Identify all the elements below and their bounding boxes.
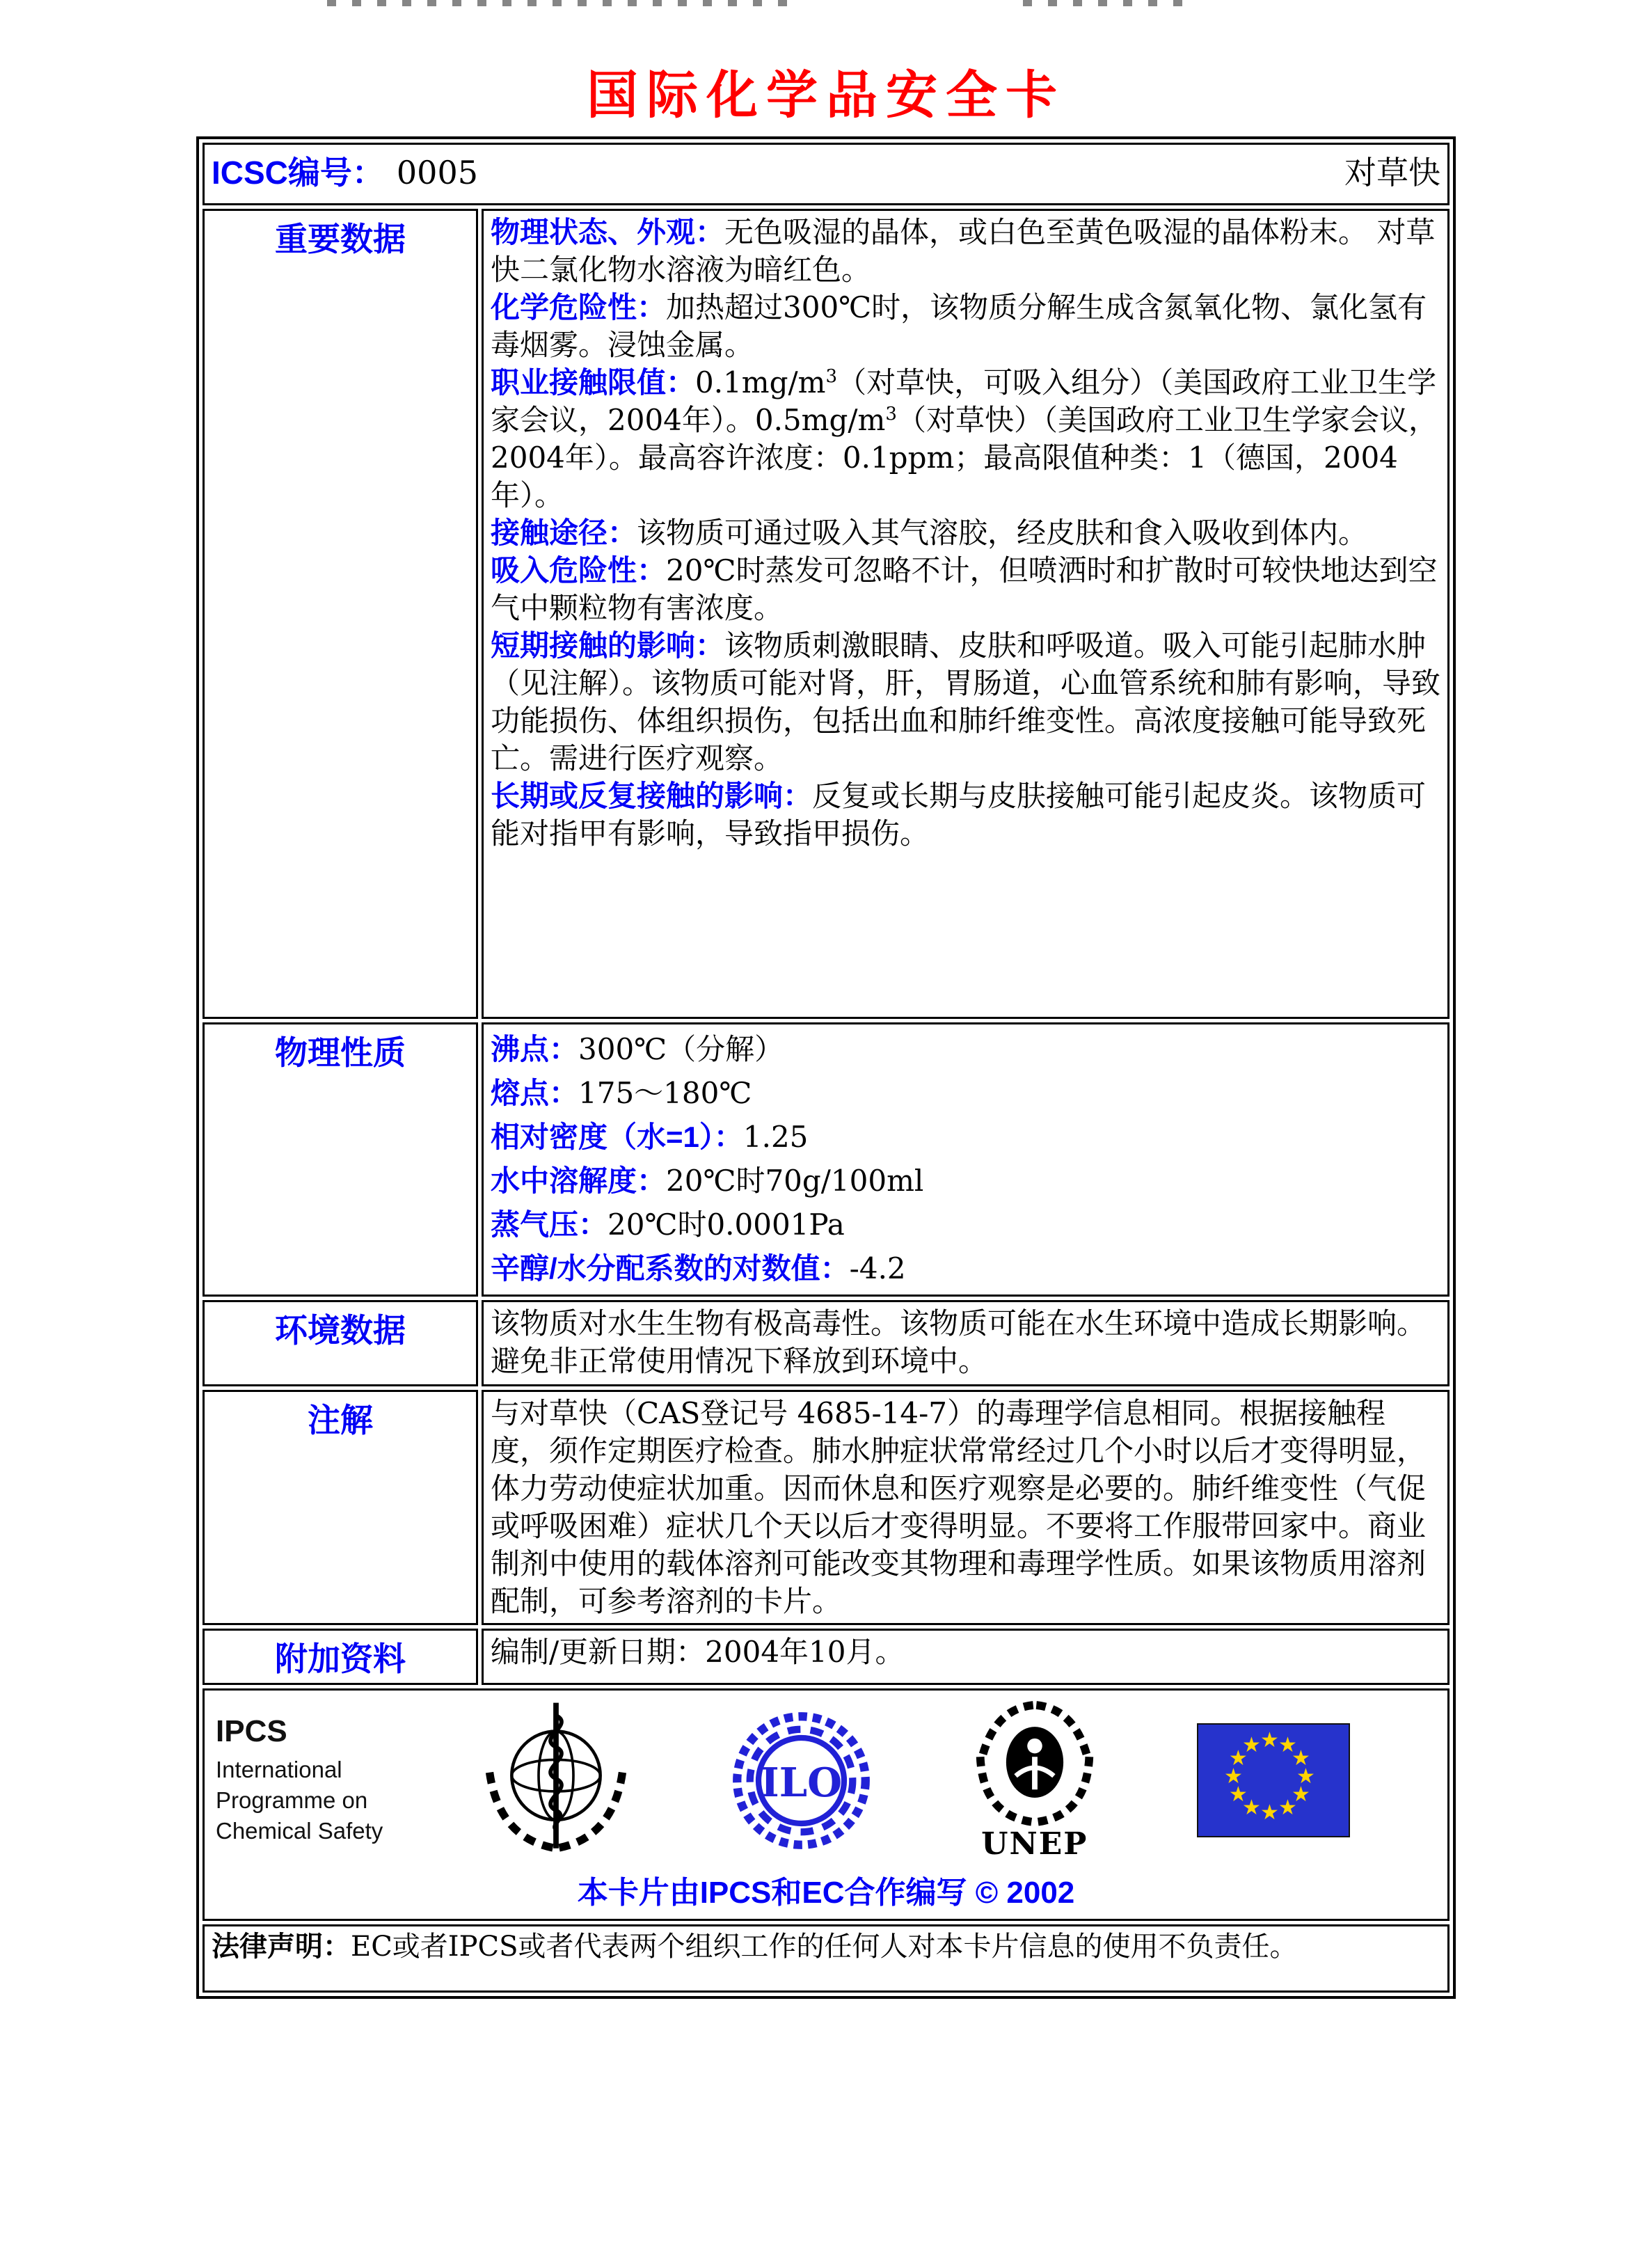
attribution-line: 本卡片由IPCS和EC合作编写 © 2002 [577, 1876, 1075, 1910]
section-label-notes: 注解 [202, 1390, 478, 1625]
logos-cell [202, 1688, 1450, 1921]
clipped-header-fragment [1023, 0, 1183, 6]
section-row-physical [202, 1022, 1450, 1297]
ipcs-subtitle-line: Chemical Safety [216, 1818, 383, 1844]
section-content-additional: 编制/更新日期：2004年10月。 [482, 1629, 1450, 1685]
section-label-physical: 物理性质 [202, 1022, 478, 1297]
section-label-additional: 附加资料 [202, 1629, 478, 1685]
ipcs-text-block [216, 1714, 383, 1846]
clipped-header-fragment [327, 0, 800, 6]
unep-wordmark: UNEP [981, 1826, 1088, 1862]
legal-row [202, 1924, 1450, 1993]
ilo-logo-icon [730, 1709, 873, 1852]
section-row-environment [202, 1300, 1450, 1386]
icsc-number-value: 0005 [396, 154, 478, 191]
ilo-letters: ILO [760, 1758, 842, 1806]
eu-flag-icon: ★ ★ ★ ★ ★ ★ ★ ★ ★ ★ ★ ★ [1197, 1723, 1350, 1837]
ipcs-subtitle-line: International [216, 1757, 342, 1782]
unep-logo-icon [967, 1700, 1103, 1862]
section-row-additional [202, 1629, 1450, 1685]
section-label-environment: 环境数据 [202, 1300, 478, 1386]
logos-row [202, 1688, 1450, 1921]
section-row-notes [202, 1390, 1450, 1625]
header-row [202, 143, 1450, 205]
icsc-table [196, 136, 1456, 1999]
section-content-environment: 该物质对水生生物有极高毒性。该物质可能在水生环境中造成长期影响。避免非正常使用情况下释放到环境中。 [482, 1300, 1450, 1386]
ipcs-subtitle-line: Programme on [216, 1787, 368, 1813]
section-label-important: 重要数据 [202, 209, 478, 1019]
chemical-name: 对草快 [1344, 154, 1440, 191]
section-row-important [202, 209, 1450, 1019]
who-logo-icon [477, 1693, 635, 1867]
ipcs-title: IPCS [216, 1714, 287, 1748]
header-cell [202, 143, 1450, 205]
section-content-physical: 沸点：300℃（分解） 熔点：175～180℃ 相对密度（水=1）：1.25 水中溶解度：20℃时70g/100ml 蒸气压：20℃时0.0001Pa 辛醇/水分配系数的对数值：-4.2 [482, 1022, 1450, 1297]
page-title: 国际化学品安全卡 [587, 65, 1065, 125]
section-content-important: 物理状态、外观：无色吸湿的晶体，或白色至黄色吸湿的晶体粉末。 对草快二氯化物水溶液为暗红色。 化学危险性：加热超过300℃时，该物质分解生成含氮氧化物、氯化氢有毒烟雾。浸蚀金属。 职业接触限值：$0.1mg/m^3$（对草快，可吸入组分）（美国政府工业卫生学家会议，2004年）。$0.5mg/m^3$（对草快）（美国政府工业卫生学家会议，2004年）。最高容许浓度：0.1ppm；最高限值种类：1（德国，2004年）。 接触途径：该物质可通过吸入其气溶胶，经皮肤和食入吸收到体内。 吸入危险性：20℃时蒸发可忽略不计，但喷洒时和扩散时可较快地达到空气中颗粒物有害浓度。 短期接触的影响：该物质刺激眼睛、皮肤和呼吸道。吸入可能引起肺水肿（见注解）。该物质可能对肾，肝，胃肠道，心血管系统和肺有影响，导致功能损伤、体组织损伤，包括出血和肺纤维变性。高浓度接触可能导致死亡。需进行医疗观察。 长期或反复接触的影响：反复或长期与皮肤接触可能引起皮炎。该物质可能对指甲有影响，导致指甲损伤。 [482, 209, 1450, 1019]
icsc-number-group [212, 148, 478, 193]
legal-notice: 法律声明：EC或者IPCS或者代表两个组织工作的任何人对本卡片信息的使用不负责任。 [202, 1924, 1450, 1993]
icsc-number-label: ICSC编号： [212, 155, 384, 191]
section-content-notes: 与对草快（CAS登记号 4685-14-7）的毒理学信息相同。根据接触程度，须作定期医疗检查。肺水肿症状常常经过几个小时以后才变得明显，体力劳动使症状加重。因而休息和医疗观察是必要的。肺纤维变性（气促或呼吸困难）症状几个天以后才变得明显。不要将工作服带回家中。商业制剂中使用的载体溶剂可能改变其物理和毒理学性质。如果该物质用溶剂配制，可参考溶剂的卡片。 [482, 1390, 1450, 1625]
